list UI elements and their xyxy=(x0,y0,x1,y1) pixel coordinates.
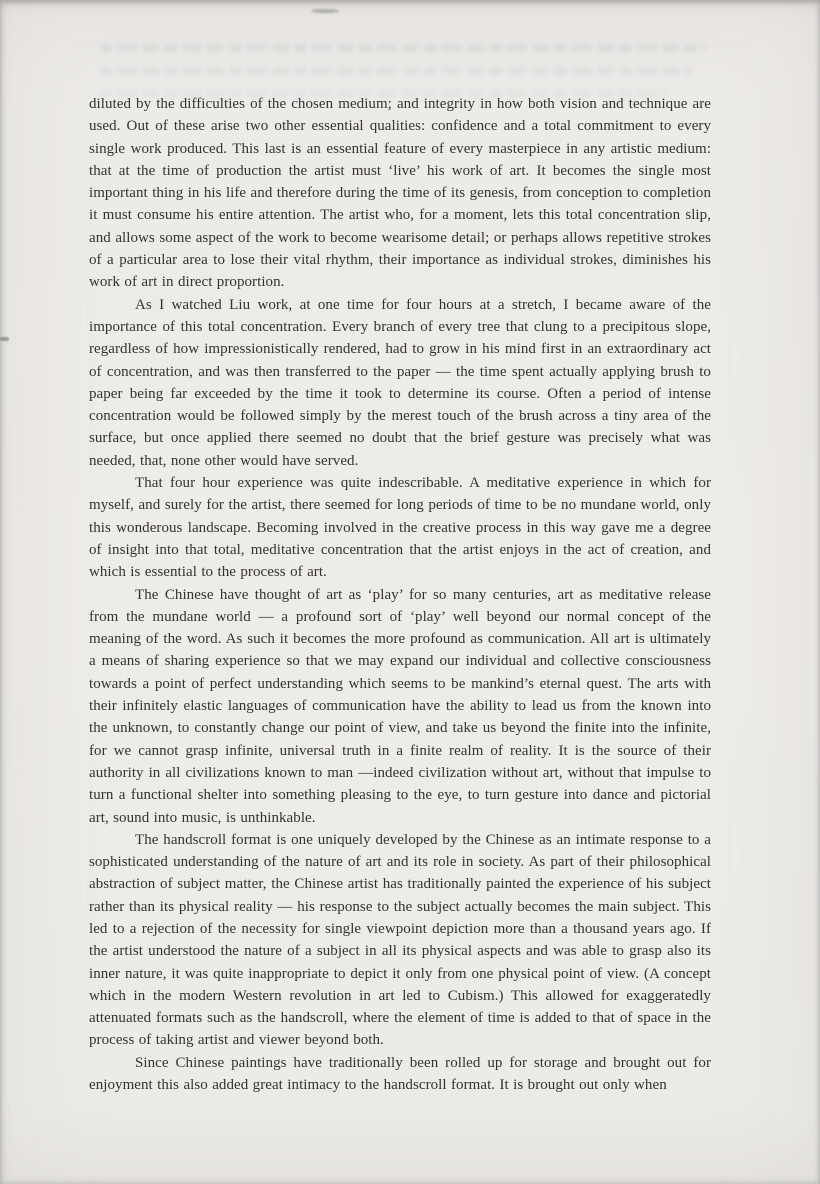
paragraph: That four hour experience was quite indescribable. A meditative experience in which for myself, and surely for the artist, there seemed for long periods of time to be no mundane world, only this wonderous landscape. Becoming involved in the creative process in this way gave me a degree of insight into that total, meditative concentration that the artist enjoys in the act of creation, and which is essential to the process of art. xyxy=(89,475,711,581)
paragraph: The handscroll format is one uniquely developed by the Chinese as an intimate response to a sophisticated understanding of the nature of art and its role in society. As part of their philosophical abstraction of subject matter, the Chinese artist has traditionally painted the experience of his subject rather than its physical reality — his response to the subject actually becomes the main subject. This led to a rejection of the necessity for single viewpoint depiction more than a thousand years ago. If the artist understood the nature of a subject in all its physical aspects and was able to grasp also its inner nature, it was quite inappropriate to depict it only from one physical point of view. (A concept which in the modern Western revolution in art led to Cubism.) This allowed for exaggeratedly attenuated formats such as the handscroll, where the element of time is added to that of space in the process of taking artist and viewer beyond both. xyxy=(89,831,711,1049)
paragraph: diluted by the difficulties of the chosen medium; and integrity in how both vision and technique are used. Out of these arise two other essential qualities: confidence and a total commitment to every single work produced. This last is an essential feature of every masterpiece in any artistic medium: that at the time of production the artist must ‘live’ his work of art. It becomes the single most important thing in his life and therefore during the time of its genesis, from conception to completion it must consume his entire attention. The artist who, for a moment, lets this total concentration slip, and allows some aspect of the work to become wearisome detail; or perhaps allows repetitive strokes of a particular area to lose their vital rhythm, their importance as individual strokes, diminishes his work of art in direct proportion. xyxy=(89,96,711,291)
body-text xyxy=(89,93,711,1096)
bleed-through-line xyxy=(100,44,706,52)
paragraph: As I watched Liu work, at one time for four hours at a stretch, I became aware of the importance of this total concentration. Every branch of every tree that clung to a precipitous slope, regardless of how impressionistically rendered, had to grow in his mind first in an extraordinary act of concentration, and was then transferred to the paper — the time spent actually applying brush to paper being far exceeded by the time it took to determine its course. Often a period of intense concentration would be followed simply by the merest touch of the brush across a tiny area of the surface, but once applied there seemed no doubt that the brief gesture was precisely what was needed, that, none other would have served. xyxy=(89,296,711,469)
paragraph: Since Chinese paintings have traditionally been rolled up for storage and brought out for enjoyment this also added great intimacy to the handscroll format. It is brought out only when xyxy=(89,1054,711,1094)
bleed-through-line xyxy=(100,67,692,75)
smudge-mark xyxy=(311,9,339,13)
paragraph: The Chinese have thought of art as ‘play’ for so many centuries, art as meditative release from the mundane world — a profound sort of ‘play’ well beyond our normal concept of the meaning of the word. As such it becomes the more profound as communication. All art is ultimately a means of sharing experience so that we may expand our individual and collective consciousness towards a point of perfect understanding which seems to be mankind’s eternal quest. The arts with their infinitely elastic languages of communication have the ability to lead us from the known into the unknown, to constantly change our point of view, and take us beyond the finite into the infinite, for we cannot grasp infinite, universal truth in a finite realm of reality. It is the source of their authority in all civilizations known to man —indeed civilization without art, without that impulse to turn a functional shelter into something pleasing to the eye, to turn gesture into dance and pictorial art, sound into music, is unthinkable. xyxy=(89,586,711,826)
margin-dash-mark xyxy=(0,337,9,341)
